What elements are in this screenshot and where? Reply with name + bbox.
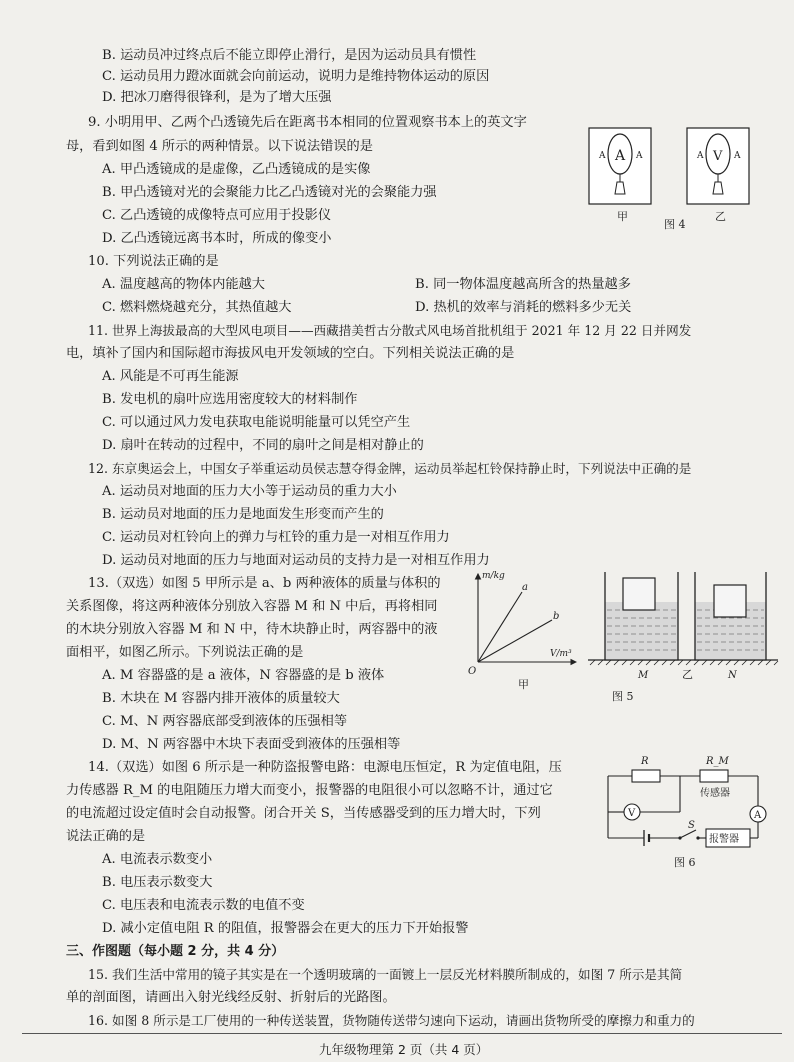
option-10a: A. 温度越高的物体内能越大 (102, 277, 265, 292)
fig4-letter-a-center: A (615, 148, 626, 164)
figure-6 (600, 752, 784, 872)
option-12d: D. 运动员对地面的压力与地面对运动员的支持力是一对相互作用力 (102, 553, 490, 568)
question-12-stem: 12. 东京奥运会上，中国女子举重运动员侯志慧夺得金牌，运动员举起杠铃保持静止时，下列说法中正确的是 (88, 461, 692, 476)
fig5-series-b: b (553, 611, 560, 622)
question-15-stem-2: 单的剖面图，请画出入射光线经反射、折射后的光路图。 (66, 990, 396, 1005)
fig4-label-yi: 乙 (715, 210, 726, 223)
option-10d: D. 热机的效率与消耗的燃料多少无关 (415, 300, 632, 315)
option-11a: A. 风能是不可再生能源 (102, 369, 239, 384)
option-13b: B. 木块在 M 容器内排开液体的质量较大 (102, 691, 340, 706)
option-14d: D. 减小定值电阻 R 的阻值，报警器会在更大的压力下开始报警 (102, 921, 469, 936)
option-14b: B. 电压表示数变大 (102, 875, 213, 890)
figure-5 (464, 568, 780, 710)
question-14-stem-3: 的电流超过设定值时会自动报警。闭合开关 S，当传感器受到的压力增大时，下列 (66, 806, 541, 821)
fig6-label-r: R (641, 756, 649, 767)
fig4-letter-a-right: A (636, 151, 643, 161)
fig4-letter-v: V (713, 149, 723, 164)
option-8c: C. 运动员用力蹬冰面就会向前运动，说明力是维持物体运动的原因 (102, 69, 490, 84)
fig6-label-rm: R_M (706, 756, 729, 767)
question-16-stem: 16. 如图 8 所示是工厂使用的一种传送装置，货物随传送带匀速向下运动，请画出货物所受的摩擦力和重力的 (88, 1013, 695, 1028)
question-9-stem-2: 母，看到如图 4 所示的两种情景。以下说法错误的是 (66, 139, 373, 154)
fig6-switch-label: S (688, 820, 695, 831)
fig5-xlabel: V/m³ (550, 649, 572, 659)
question-14-stem: 14.（双选）如图 6 所示是一种防盗报警电路：电源电压恒定，R 为定值电阻，压 (88, 760, 562, 775)
fig5-label-m: M (638, 670, 649, 681)
fig5-caption: 图 5 (612, 690, 634, 703)
question-10-stem: 10. 下列说法正确的是 (88, 254, 219, 269)
question-13-stem: 13.（双选）如图 5 甲所示是 a、b 两种液体的质量与体积的 (88, 576, 441, 591)
option-14c: C. 电压表和电流表示数的电值不变 (102, 898, 305, 913)
fig5-ylabel: m/kg (482, 571, 505, 581)
fig6-voltmeter: V (628, 808, 636, 819)
option-14a: A. 电流表示数变小 (102, 852, 213, 867)
fig4-letter-a-left2: A (697, 151, 704, 161)
option-11c: C. 可以通过风力发电获取电能说明能量可以凭空产生 (102, 415, 411, 430)
fig6-alarm: 报警器 (709, 834, 739, 845)
question-13-stem-4: 面相平，如图乙所示。下列说法正确的是 (66, 645, 304, 660)
option-10b: B. 同一物体温度越高所含的热量越多 (415, 277, 631, 292)
fig5-series-a: a (522, 582, 528, 593)
fig4-letter-a-left: A (599, 151, 606, 161)
page-footer: 九年级物理第 2 页（共 4 页） (319, 1042, 489, 1057)
fig6-label-sensor: 传感器 (700, 788, 730, 799)
question-11-stem: 11. 世界上海拔最高的大型风电项目——西藏措美哲古分散式风电场首批机组于 2021 年 12 月 22 日并网发 (88, 323, 692, 338)
fig4-letter-a-right2: A (734, 151, 741, 161)
figure-4 (580, 124, 770, 236)
question-14-stem-2: 力传感器 R_M 的电阻随压力增大而变小，报警器的电阻很小可以忽略不计，通过它 (66, 783, 553, 798)
question-14-stem-4: 说法正确的是 (66, 829, 146, 844)
footer-rule (22, 1033, 782, 1034)
question-15-stem: 15. 我们生活中常用的镜子其实是在一个透明玻璃的一面镀上一层反光材料膜所制成的，如图 7 所示是其简 (88, 967, 683, 982)
question-11-stem-2: 电，填补了国内和国际超市海拔风电开发领域的空白。下列相关说法正确的是 (66, 346, 515, 361)
fig6-ammeter: A (754, 810, 762, 821)
option-12c: C. 运动员对杠铃向上的弹力与杠铃的重力是一对相互作用力 (102, 530, 450, 545)
option-11d: D. 扇叶在转动的过程中，不同的扇叶之间是相对静止的 (102, 438, 424, 453)
option-9b: B. 甲凸透镜对光的会聚能力比乙凸透镜对光的会聚能力强 (102, 185, 437, 200)
option-9a: A. 甲凸透镜成的是虚像，乙凸透镜成的是实像 (102, 162, 371, 177)
fig5-label-yi: 乙 (682, 668, 693, 681)
fig5-label-n: N (728, 670, 737, 681)
option-11b: B. 发电机的扇叶应选用密度较大的材料制作 (102, 392, 358, 407)
fig5-origin: O (468, 666, 477, 677)
option-10c: C. 燃料燃烧越充分，其热值越大 (102, 300, 292, 315)
option-13a: A. M 容器盛的是 a 液体，N 容器盛的是 b 液体 (102, 668, 385, 683)
option-13d: D. M、N 两容器中木块下表面受到液体的压强相等 (102, 737, 401, 752)
option-12b: B. 运动员对地面的压力是地面发生形变而产生的 (102, 507, 384, 522)
question-13-stem-2: 关系图像，将这两种液体分别放入容器 M 和 N 中后，再将相同 (66, 599, 438, 614)
fig4-label-jia: 甲 (617, 210, 628, 223)
section-3-heading: 三、作图题（每小题 2 分，共 4 分） (66, 944, 285, 959)
option-13c: C. M、N 两容器底部受到液体的压强相等 (102, 714, 348, 729)
fig5-label-jia: 甲 (518, 678, 529, 691)
option-8b: B. 运动员冲过终点后不能立即停止滑行，是因为运动员具有惯性 (102, 48, 477, 63)
option-12a: A. 运动员对地面的压力大小等于运动员的重力大小 (102, 484, 397, 499)
question-9-stem: 9. 小明用甲、乙两个凸透镜先后在距离书本相同的位置观察书本上的英文字 (88, 115, 527, 130)
option-9c: C. 乙凸透镜的成像特点可应用于投影仪 (102, 208, 332, 223)
question-13-stem-3: 的木块分别放入容器 M 和 N 中，待木块静止时，两容器中的液 (66, 622, 438, 637)
fig4-caption: 图 4 (664, 218, 686, 231)
option-9d: D. 乙凸透镜远离书本时，所成的像变小 (102, 231, 332, 246)
option-8d: D. 把冰刀磨得很锋利，是为了增大压强 (102, 90, 332, 105)
fig6-caption: 图 6 (674, 856, 696, 869)
